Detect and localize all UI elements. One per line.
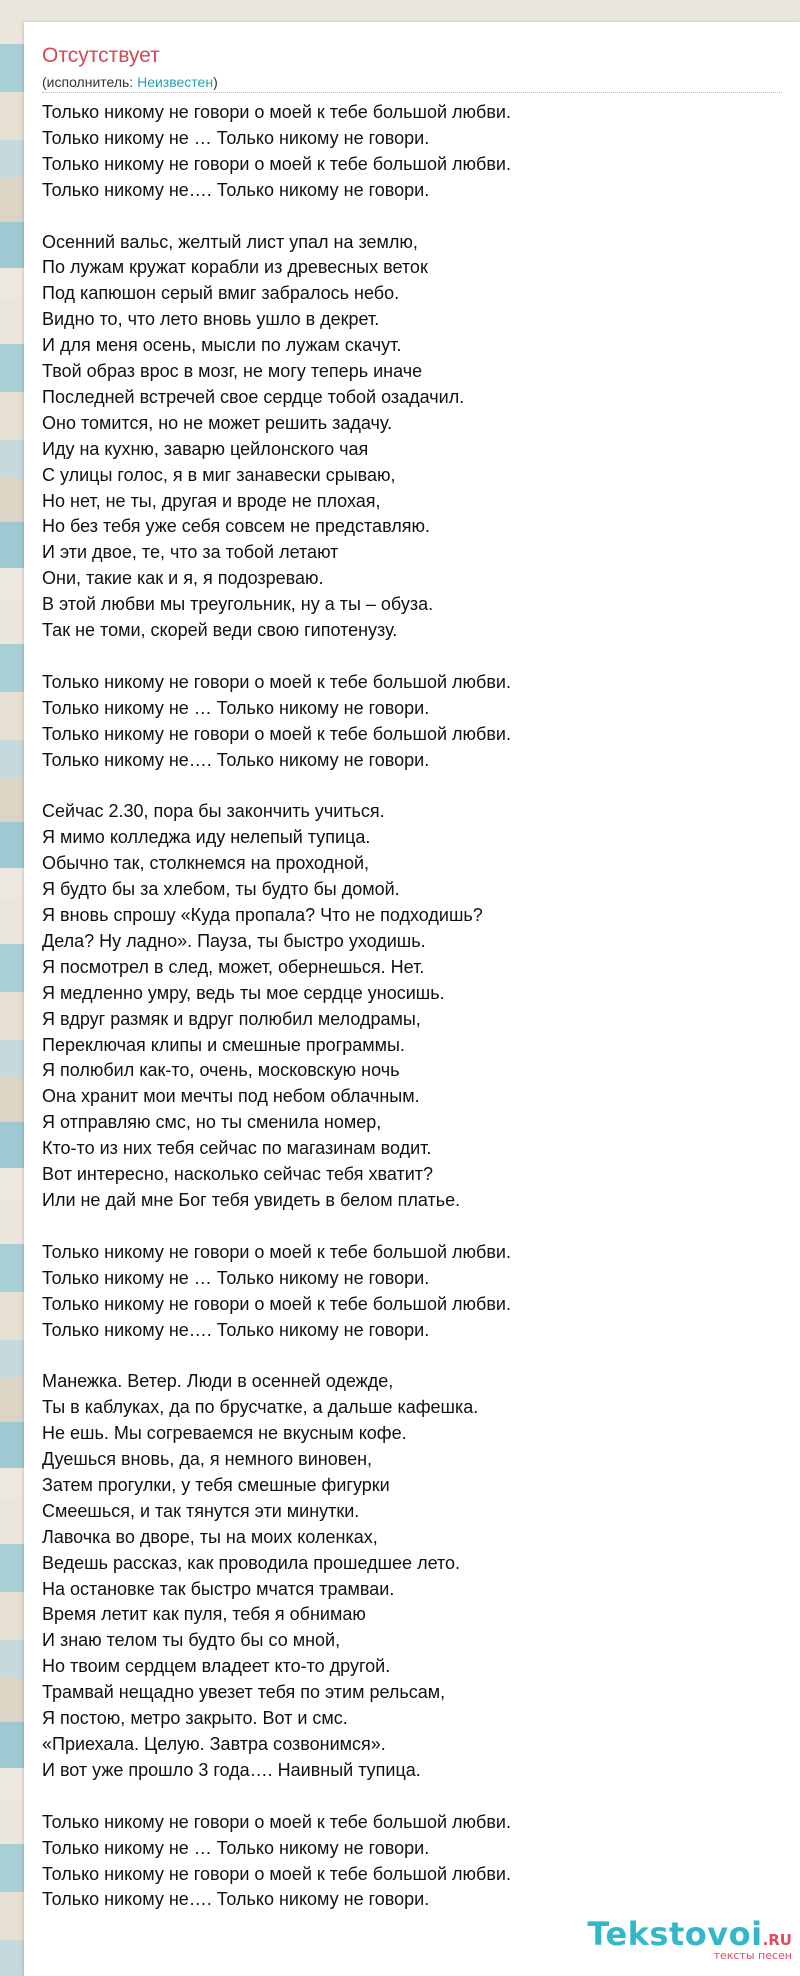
lyrics-line: Я медленно умру, ведь ты мое сердце уносишь.	[42, 982, 445, 1003]
lyrics-stanza	[42, 670, 782, 774]
lyrics-line: Ты в каблуках, да по брусчатке, а дальше кафешка.	[42, 1397, 479, 1418]
lyrics-line: Только никому не говори о моей к тебе большой любви.	[42, 1293, 511, 1314]
logo-main-text: Tekstovoi	[587, 1915, 763, 1953]
lyrics-line: Не ешь. Мы согреваемся не вкусным кофе.	[42, 1423, 407, 1444]
artist-line	[42, 74, 218, 90]
lyrics-line: По лужам кружат корабли из древесных веток	[42, 257, 428, 278]
lyrics-line: Я вновь спрошу «Куда пропала? Что не подходишь?	[42, 905, 483, 926]
lyrics-line: Я будто бы за хлебом, ты будто бы домой.	[42, 879, 400, 900]
lyrics-line: Я постою, метро закрыто. Вот и смс.	[42, 1708, 348, 1729]
lyrics-line: Кто-то из них тебя сейчас по магазинам водит.	[42, 1138, 432, 1159]
lyrics-line: Вот интересно, насколько сейчас тебя хватит?	[42, 1164, 433, 1185]
lyrics-line: В этой любви мы треугольник, ну а ты – обуза.	[42, 594, 434, 615]
lyrics-stanza	[42, 1810, 782, 1914]
lyrics-line: Иду на кухню, заварю цейлонского чая	[42, 438, 369, 459]
lyrics-line: Я посмотрел в след, может, обернешься. Нет.	[42, 956, 425, 977]
lyrics-line: Только никому не … Только никому не говори.	[42, 1267, 430, 1288]
lyrics-page	[24, 22, 800, 1976]
lyrics-line: «Приехала. Целую. Завтра созвонимся».	[42, 1734, 386, 1755]
lyrics-stanza	[42, 1369, 782, 1784]
lyrics-line: Только никому не говори о моей к тебе большой любви.	[42, 1863, 511, 1884]
song-title: Отсутствует	[42, 44, 160, 67]
lyrics-line: Я полюбил как-то, очень, московскую ночь	[42, 1060, 400, 1081]
lyrics-stanza	[42, 230, 782, 645]
lyrics-line: Только никому не…. Только никому не говори.	[42, 1889, 430, 1910]
lyrics-line: Дуешься вновь, да, я немного виновен,	[42, 1449, 373, 1470]
lyrics-line: И для меня осень, мысли по лужам скачут.	[42, 335, 402, 356]
lyrics-line: Смеешься, и так тянутся эти минутки.	[42, 1500, 360, 1521]
lyrics-line: Затем прогулки, у тебя смешные фигурки	[42, 1474, 390, 1495]
logo-tagline: тексты песен	[713, 1949, 792, 1962]
lyrics-line: Обычно так, столкнемся на проходной,	[42, 853, 370, 874]
lyrics-line: Только никому не говори о моей к тебе большой любви.	[42, 671, 511, 692]
lyrics-line: Оно томится, но не может решить задачу.	[42, 412, 393, 433]
artist-link[interactable]: Неизвестен	[137, 74, 214, 90]
lyrics-line: Я отправляю смс, но ты сменила номер,	[42, 1112, 382, 1133]
lyrics-line: Они, такие как и я, я подозреваю.	[42, 568, 324, 589]
artist-suffix: )	[213, 74, 218, 90]
lyrics-line: Осенний вальс, желтый лист упал на землю,	[42, 231, 418, 252]
lyrics-stanza	[42, 100, 782, 204]
lyrics-line: Только никому не…. Только никому не говори.	[42, 1319, 430, 1340]
lyrics-line: Или не дай мне Бог тебя увидеть в белом платье.	[42, 1190, 461, 1211]
lyrics-line: Я вдруг размяк и вдруг полюбил мелодрамы,	[42, 1008, 421, 1029]
lyrics-line: С улицы голос, я в миг занавески срываю,	[42, 464, 396, 485]
lyrics-line: Я мимо колледжа иду нелепый тупица.	[42, 827, 371, 848]
lyrics-line: И эти двое, те, что за тобой летают	[42, 542, 339, 563]
lyrics-line: Только никому не … Только никому не говори.	[42, 127, 430, 148]
lyrics-line: Но нет, не ты, другая и вроде не плохая,	[42, 490, 381, 511]
lyrics-stanza	[42, 1240, 782, 1344]
lyrics-line: Только никому не говори о моей к тебе большой любви.	[42, 102, 511, 122]
lyrics-line: Видно то, что лето вновь ушло в декрет.	[42, 309, 380, 330]
lyrics-line: Сейчас 2.30, пора бы закончить учиться.	[42, 801, 385, 822]
lyrics-line: Последней встречей свое сердце тобой озадачил.	[42, 386, 465, 407]
lyrics-line: Время летит как пуля, тебя я обнимаю	[42, 1604, 366, 1625]
lyrics-line: Только никому не говори о моей к тебе большой любви.	[42, 1241, 511, 1262]
lyrics-line: Только никому не…. Только никому не говори.	[42, 749, 430, 770]
artist-prefix: (исполнитель:	[42, 74, 138, 90]
lyrics-line: И вот уже прошло 3 года…. Наивный тупица.	[42, 1759, 421, 1780]
lyrics-line: Так не томи, скорей веди свою гипотенузу.	[42, 620, 398, 641]
lyrics-line: Только никому не…. Только никому не говори.	[42, 179, 430, 200]
lyrics-line: Она хранит мои мечты под небом облачным.	[42, 1086, 420, 1107]
lyrics-line: Но твоим сердцем владеет кто-то другой.	[42, 1656, 391, 1677]
lyrics-line: И знаю телом ты будто бы со мной,	[42, 1630, 341, 1651]
lyrics-line: Только никому не … Только никому не говори.	[42, 1837, 430, 1858]
lyrics-line: Только никому не говори о моей к тебе большой любви.	[42, 153, 511, 174]
lyrics-line: Только никому не говори о моей к тебе большой любви.	[42, 723, 511, 744]
lyrics-line: На остановке так быстро мчатся трамваи.	[42, 1578, 395, 1599]
lyrics-line: Под капюшон серый вмиг забралось небо.	[42, 283, 400, 304]
lyrics-line: Только никому не говори о моей к тебе большой любви.	[42, 1811, 511, 1832]
lyrics-line: Лавочка во дворе, ты на моих коленках,	[42, 1526, 378, 1547]
lyrics-text	[42, 100, 782, 1939]
lyrics-stanza	[42, 799, 782, 1214]
title-divider	[42, 92, 782, 93]
lyrics-line: Но без тебя уже себя совсем не представляю.	[42, 516, 430, 537]
lyrics-line: Дела? Ну ладно». Пауза, ты быстро уходишь.	[42, 930, 426, 951]
lyrics-line: Манежка. Ветер. Люди в осенней одежде,	[42, 1371, 394, 1392]
logo-tld: .RU	[762, 1931, 792, 1949]
lyrics-line: Переключая клипы и смешные программы.	[42, 1034, 405, 1055]
lyrics-line: Только никому не … Только никому не говори.	[42, 697, 430, 718]
lyrics-line: Ведешь рассказ, как проводила прошедшее лето.	[42, 1552, 461, 1573]
lyrics-line: Трамвай нещадно увезет тебя по этим рельсам,	[42, 1682, 446, 1703]
lyrics-line: Твой образ врос в мозг, не могу теперь иначе	[42, 361, 423, 382]
site-logo[interactable]	[587, 1915, 792, 1962]
